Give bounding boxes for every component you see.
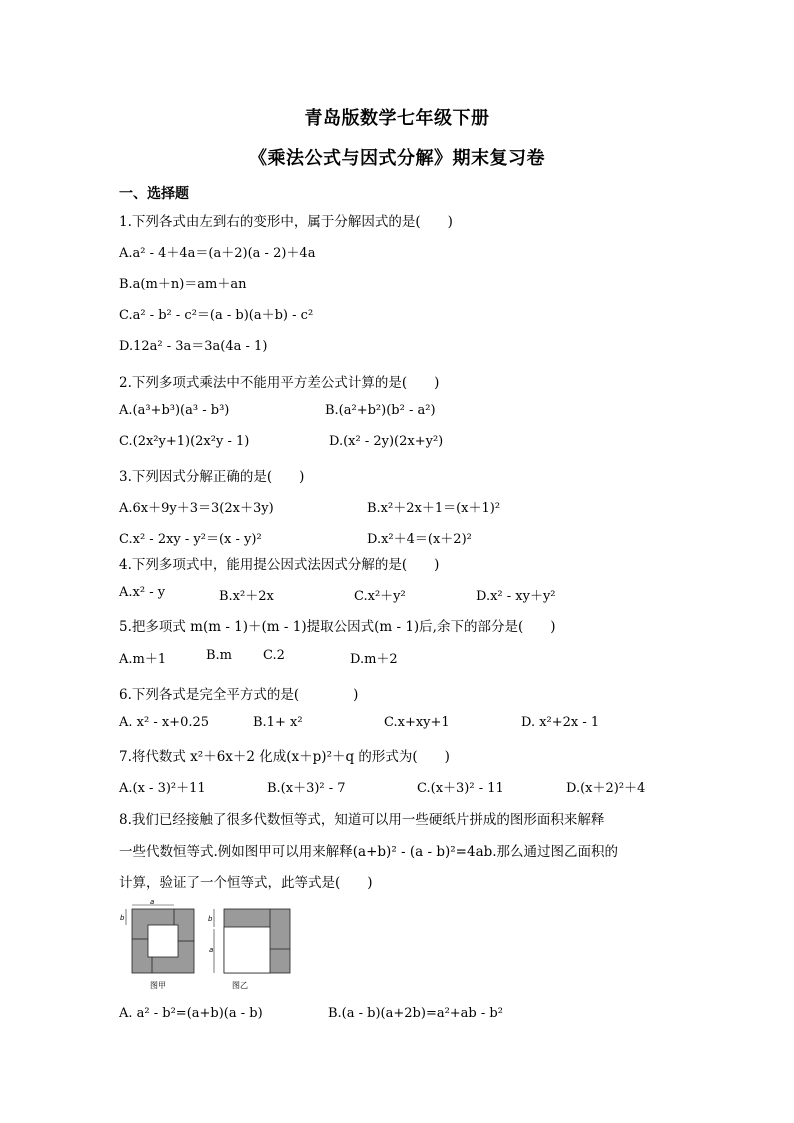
question-4-option-a: A.x² - y [119, 585, 166, 600]
question-4-option-b: B.x²＋2x [219, 589, 274, 604]
question-8-option-b: B.(a - b)(a+2b)=a²+ab - b² [328, 1006, 503, 1021]
question-1-option-b: B.a(m＋n)＝am＋an [119, 277, 247, 292]
question-3-option-b: B.x²＋2x＋1＝(x＋1)² [367, 501, 501, 516]
figure-yi-label-a: a [209, 946, 214, 954]
question-5-option-c: C.2 [263, 648, 285, 663]
question-6-stem: 6.下列各式是完全平方式的是( ) [119, 687, 359, 703]
figure-jia [116, 897, 200, 991]
question-2-option-c: C.(2x²y+1)(2x²y - 1) [119, 434, 250, 449]
question-7-option-b: B.(x＋3)² - 7 [267, 781, 346, 796]
question-7-option-d: D.(x＋2)²＋4 [566, 781, 646, 796]
question-6-option-d: D. x²+2x - 1 [521, 715, 600, 730]
question-2-stem: 2.下列多项式乘法中不能用平方差公式计算的是( ) [119, 375, 440, 391]
question-7-stem: 7.将代数式 x²＋6x＋2 化成(x＋p)²＋q 的形式为( ) [119, 749, 450, 765]
question-1-option-a: A.a² - 4＋4a＝(a＋2)(a - 2)＋4a [119, 246, 316, 261]
question-7-option-c: C.(x＋3)² - 11 [417, 781, 504, 796]
question-1-stem: 1.下列各式由左到右的变形中，属于分解因式的是( ) [119, 214, 453, 230]
question-3-option-c: C.x² - 2xy - y²＝(x - y)² [119, 532, 262, 547]
figure-yi [204, 897, 296, 991]
question-6-option-b: B.1+ x² [253, 715, 303, 730]
section-heading: 一、选择题 [119, 186, 189, 202]
question-3-option-d: D.x²＋4＝(x＋2)² [367, 532, 472, 547]
question-3-stem: 3.下列因式分解正确的是( ) [119, 469, 305, 485]
page-subtitle: 《乘法公式与因式分解》期末复习卷 [249, 148, 545, 169]
figure-jia-label-b: b [120, 914, 125, 922]
question-8-line-2: 一些代数恒等式.例如图甲可以用来解释(a+b)² - (a - b)²=4ab.那么通过图乙面积的 [119, 844, 619, 860]
question-4-option-c: C.x²＋y² [354, 589, 406, 604]
figure-jia-caption: 图甲 [150, 981, 166, 990]
question-2-option-d: D.(x² - 2y)(2x+y²) [329, 434, 444, 449]
question-2-option-b: B.(a²+b²)(b² - a²) [325, 403, 436, 418]
question-5-option-d: D.m＋2 [350, 652, 398, 667]
question-8-line-1: 8.我们已经接触了很多代数恒等式，知道可以用一些硬纸片拼成的图形面积来解释 [119, 812, 605, 828]
figure-yi-caption: 图乙 [232, 981, 248, 990]
question-3-option-a: A.6x＋9y＋3＝3(2x＋3y) [119, 501, 274, 516]
page-title: 青岛版数学七年级下册 [304, 108, 490, 129]
figure-yi-label-b: b [208, 915, 213, 923]
question-2-option-a: A.(a³+b³)(a³ - b³) [119, 403, 230, 418]
question-1-option-d: D.12a² - 3a＝3a(4a - 1) [119, 339, 268, 354]
question-1-option-c: C.a² - b² - c²＝(a - b)(a＋b) - c² [119, 308, 314, 323]
question-5-stem: 5.把多项式 m(m - 1)＋(m - 1)提取公因式(m - 1)后,余下的部分是( ) [119, 619, 556, 635]
figure-jia-label-a: a [150, 898, 155, 906]
question-5-option-a: A.m＋1 [119, 652, 167, 667]
question-7-option-a: A.(x - 3)²＋11 [119, 781, 206, 796]
question-8-line-3: 计算，验证了一个恒等式，此等式是( ) [119, 875, 373, 891]
question-6-option-a: A. x² - x+0.25 [119, 715, 210, 730]
question-4-stem: 4.下列多项式中，能用提公因式法因式分解的是( ) [119, 557, 440, 573]
question-4-option-d: D.x² - xy＋y² [476, 589, 556, 604]
question-5-option-b: B.m [206, 648, 233, 663]
question-8-option-a: A. a² - b²=(a+b)(a - b) [119, 1006, 263, 1021]
question-6-option-c: C.x+xy+1 [384, 715, 450, 730]
